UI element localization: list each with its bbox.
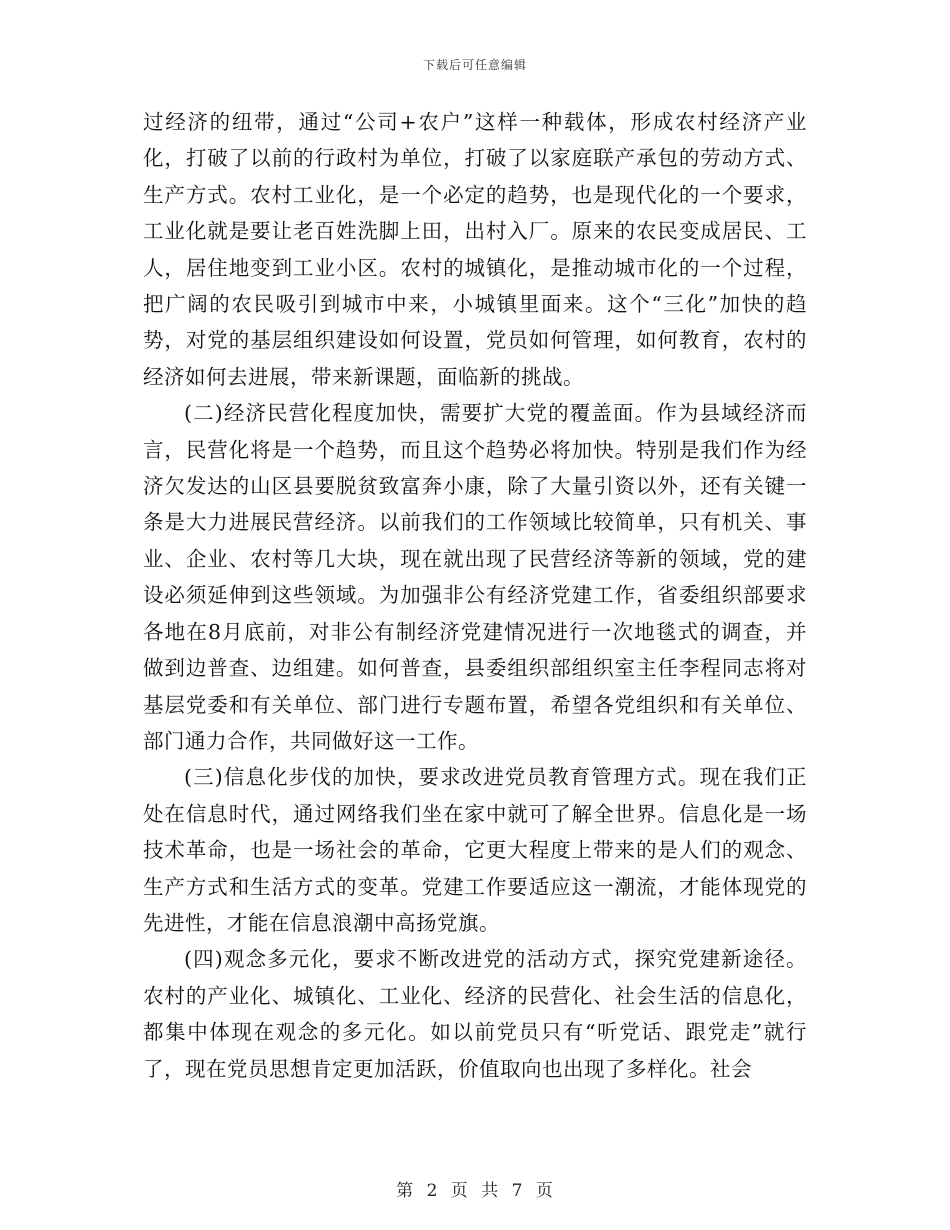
footer-page-word: 页	[450, 1181, 469, 1201]
footer-current-page: 2	[426, 1181, 439, 1201]
footer-suffix: 页	[535, 1181, 554, 1201]
footer-prefix: 第	[396, 1181, 415, 1201]
paragraph-continuation: 过经济的纽带，通过“公司+农户”这样一种载体，形成农村经济产业化，打破了以前的行政村为单位，打破了以家庭联产承包的劳动方式、生产方式。农村工业化，是一个必定的趋势，也是现代化的一个要求，工业化就是要让老百姓洗脚上田，出村入厂。原来的农民变成居民、工人，居住地变到工业小区。农村的城镇化，是推动城市化的一个过程，把广阔的农民吸引到城市中来，小城镇里面来。这个“三化”加快的趋势，对党的基层组织建设如何设置，党员如何管理，如何教育，农村的经济如何去进展，带来新课题，面临新的挑战。	[143, 110, 807, 389]
footer-total-pages: 7	[511, 1181, 524, 1201]
footer-total-word: 共	[481, 1181, 500, 1201]
paragraph-section-2: (二)经济民营化程度加快，需要扩大党的覆盖面。作为县域经济而言，民营化将是一个趋势，而且这个趋势必将加快。特别是我们作为经济欠发达的山区县要脱贫致富奔小康，除了大量引资以外，还有关键一条是大力进展民营经济。以前我们的工作领域比较简单，只有机关、事业、企业、农村等几大块，现在就出现了民营经济等新的领域，党的建设必须延伸到这些领域。为加强非公有经济党建工作，省委组织部要求各地在8月底前，对非公有制经济党建情况进行一次地毯式的调查，并做到边普查、边组建。如何普查，县委组织部组织室主任李程同志将对基层党委和有关单位、部门进行专题布置，希望各党组织和有关单位、部门通力合作，共同做好这一工作。	[143, 401, 807, 753]
page-footer	[0, 1176, 950, 1201]
page-header-note: 下载后可任意编辑	[422, 58, 527, 72]
paragraph-section-4: (四)观念多元化，要求不断改进党的活动方式，探究党建新途径。农村的产业化、城镇化、工业化、经济的民营化、社会生活的信息化，都集中体现在观念的多元化。如以前党员只有“听党话、跟党走”就行了，现在党员思想肯定更加活跃，价值取向也出现了多样化。社会	[143, 947, 807, 1081]
paragraph-section-3: (三)信息化步伐的加快，要求改进党员教育管理方式。现在我们正处在信息时代，通过网络我们坐在家中就可了解全世界。信息化是一场技术革命，也是一场社会的革命，它更大程度上带来的是人们的观念、生产方式和生活方式的变革。党建工作要适应这一潮流，才能体现党的先进性，才能在信息浪潮中高扬党旗。	[143, 765, 807, 935]
document-body	[143, 104, 807, 1087]
